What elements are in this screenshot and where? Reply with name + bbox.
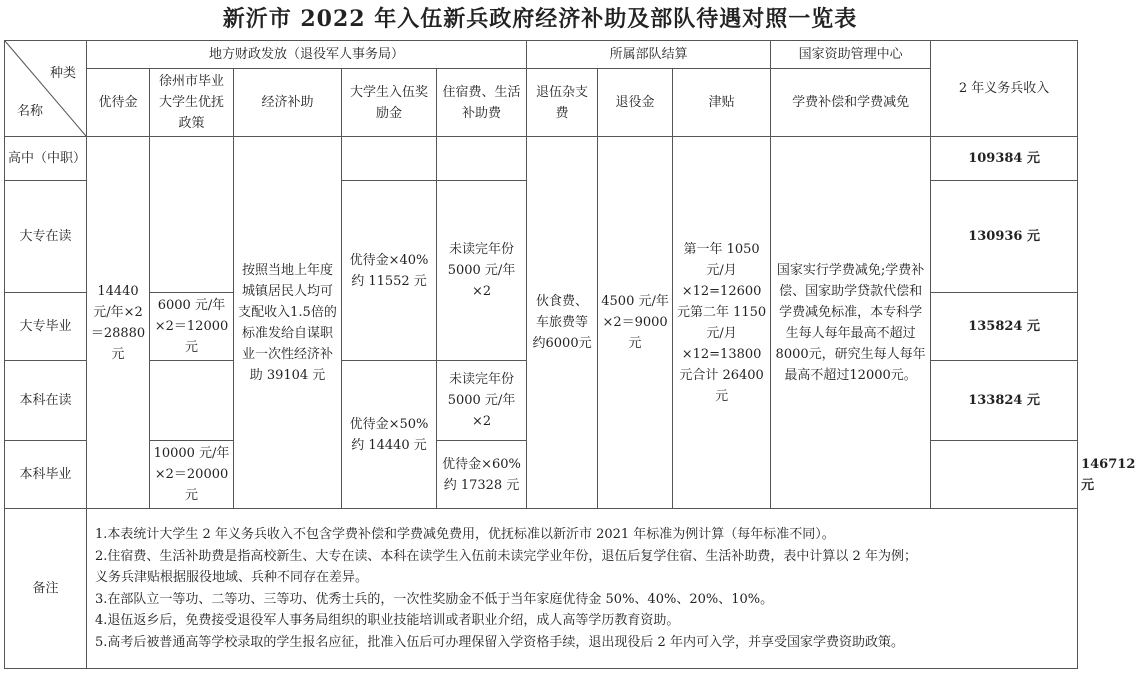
row-name-dazhuan-biye: 大专毕业	[5, 293, 87, 361]
cell-jiangli-50: 优待金×50%约 14440 元	[342, 361, 437, 509]
col-header-zazhi: 退伍杂支费	[527, 69, 598, 137]
cell-jiangli-empty	[342, 137, 437, 181]
cell-xuzhou-benke: 10000 元/年×2＝20000 元	[150, 441, 234, 509]
cell-xuzhou-dazhuan: 6000 元/年×2＝12000 元	[150, 293, 234, 361]
remark-line: 5.高考后被普通高等学校录取的学生报名应征，批准入伍后可办理保留入学资格手续，退出现役后 2 年内可入学，并享受国家学费资助政策。	[95, 634, 904, 650]
col-header-jingji: 经济补助	[234, 69, 342, 137]
cell-zhusu-empty	[437, 137, 527, 181]
remarks-label: 备注	[5, 509, 87, 669]
group-army-header: 所属部队结算	[527, 41, 771, 69]
cell-zhusu-1: 未读完年份 5000 元/年×2	[437, 181, 527, 361]
cell-jingji: 按照当地上年度城镇居民人均可支配收入1.5倍的标准发给自谋职业一次性经济补助 39104 元	[234, 137, 342, 509]
remark-line: 义务兵津贴根据服役地域、兵种不同存在差异。	[95, 570, 369, 585]
col-header-youdaijin: 优待金	[87, 69, 150, 137]
remark-line: 1.本表统计大学生 2 年义务兵收入不包含学费补偿和学费减免费用，优抚标准以新沂市 2021 年标准为例计算（每年标准不同）。	[95, 527, 835, 542]
corner-type-label: 种类	[49, 66, 76, 81]
cell-xuzhou-empty-1	[150, 137, 234, 293]
row-name-benke-zaidu: 本科在读	[5, 361, 87, 441]
cell-youdaijin: 14440元/年×2＝28880元	[87, 137, 150, 509]
cell-zhusu-empty-2	[931, 441, 1078, 509]
income-benke-zaidu: 133824 元	[931, 361, 1078, 441]
cell-jiangli-40: 优待金×40%约 11552 元	[342, 181, 437, 361]
cell-zazhi: 伙食费、车旅费等约6000元	[527, 137, 598, 509]
remark-line: 3.在部队立一等功、二等功、三等功、优秀士兵的，一次性奖励金不低于当年家庭优待金 50%、40%、20%、10%。	[95, 591, 774, 607]
cell-xuzhou-empty-2	[150, 361, 234, 441]
cell-jiangli-60: 优待金×60%约 17328 元	[437, 441, 527, 509]
group-aid-header: 国家资助管理中心	[771, 41, 931, 69]
income-header: 2 年义务兵收入	[931, 41, 1078, 137]
corner-header	[5, 41, 87, 137]
cell-tuiyi: 4500 元/年×2＝9000 元	[598, 137, 673, 509]
group-local-header: 地方财政发放（退役军人事务局）	[87, 41, 527, 69]
cell-xuefei: 国家实行学费减免;学费补偿、国家助学贷款代偿和学费减免标准，本专科学生每人每年最高不超过8000元，研究生每人每年最高不超过12000元。	[771, 137, 931, 509]
col-header-xuzhou-policy: 徐州市毕业大学生优抚政策	[150, 69, 234, 137]
remark-line: 2.住宿费、生活补助费是指高校新生、大专在读、本科在读学生入伍前未读完学业年份，退伍后复学住宿、生活补助费，表中计算以 2 年为例；	[95, 548, 917, 564]
page-title: 新沂市 2022 年入伍新兵政府经济补助及部队待遇对照一览表	[222, 6, 858, 32]
col-header-tuiyi: 退役金	[598, 69, 673, 137]
remarks-cell	[87, 509, 1078, 669]
income-dazhuan-biye: 135824 元	[931, 293, 1078, 361]
col-header-xuefei: 学费补偿和学费减免	[771, 69, 931, 137]
income-dazhuan-zaidu: 130936 元	[931, 181, 1078, 293]
remark-line: 4.退伍返乡后，免费接受退役军人事务局组织的职业技能培训或者职业介绍，成人高等学历教育资助。	[95, 613, 680, 628]
benefits-table: 种类 名称 地方财政发放（退役军人事务局） 所属部队结算 国家资助管理中心 2 年义务兵收入 优待金 徐州市毕业大学生优抚政策 经济补助 大学生入伍奖励金 住宿费、生活补助费 退伍杂支费 退役金 津贴 学费补偿和学费减免 高中（中职） 14440元/年×2＝28880元 按照当地上年度城镇居民人均可支配收入1.5倍的标准发给自谋职业一次性经济补助 39104 元 伙食费、车旅费等约6000元 4500 元/年×2＝9000 元 第一年 1050元/月×12=12600 元第二年 1150元/月×12=13800 元合计 26400元 国家实行学费减免;学费补偿、国家助学贷款代偿和学费减免标准，本专科学生每人每年最高不超过8000元，研究生每人每年最高不超过12000元。 109384 元 大专在读 优待金×40%约 11552 元 未读完年份 5000 元/年×2 130936 元 大专毕业 6000 元/年×2＝12000 元 135824 元 本科在读 优待金×50%约 14440 元 未读完年份 5000 元/年×2 133824 元 本科毕业 10000 元/年×2＝20000 元 优待金×60%约 17328 元 146712 元 备注 1.本表统计大学生 2 年义务兵收入不包含学费补偿和学费减免费用，优抚标准以新沂市 2021 年标准为例计算（每年标准不同）。 2.住宿费、生活补助费是指高校新生、大专在读、本科在读学生入伍前未读完学业年份，退伍后复学住宿、生活补助费，表中计算以 2 年为例； 义务兵津贴根据服役地域、兵种不同存在差异。 3.在部队立一等功、二等功、三等功、优秀士兵的，一次性奖励金不低于当年家庭优待金 50%、40%、20%、10%。 4.退伍返乡后，免费接受退役军人事务局组织的职业技能培训或者职业介绍，成人高等学历教育资助。 5.高考后被普通高等学校录取的学生报名应征，批准入伍后可办理保留入学资格手续，退出现役后 2 年内可入学，并享受国家学费资助政策。	[4, 40, 1078, 669]
row-name-dazhuan-zaidu: 大专在读	[5, 181, 87, 293]
col-header-jiangli: 大学生入伍奖励金	[342, 69, 437, 137]
corner-name-label: 名称	[17, 104, 44, 119]
col-header-jintie: 津贴	[673, 69, 771, 137]
row-name-benke-biye: 本科毕业	[5, 441, 87, 509]
income-gaozhong: 109384 元	[931, 137, 1078, 181]
cell-zhusu-2: 未读完年份 5000 元/年×2	[437, 361, 527, 441]
row-name-gaozhong: 高中（中职）	[5, 137, 87, 181]
col-header-zhusu: 住宿费、生活补助费	[437, 69, 527, 137]
cell-jintie: 第一年 1050元/月×12=12600 元第二年 1150元/月×12=13800 元合计 26400元	[673, 137, 771, 509]
